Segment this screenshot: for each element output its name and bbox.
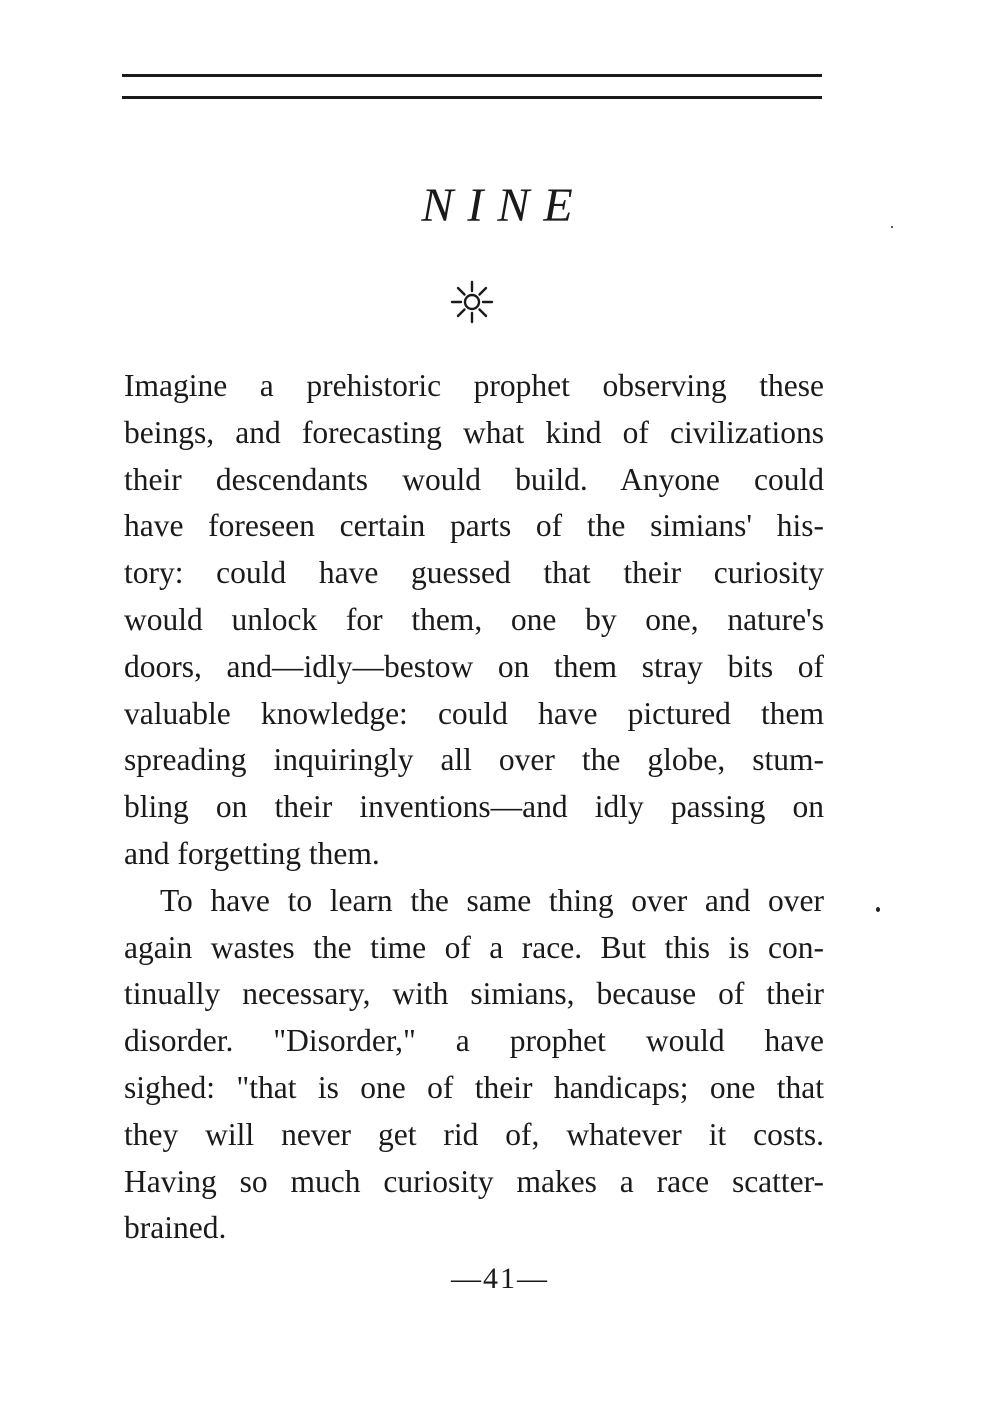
top-rule [122,74,822,77]
body-text [124,363,824,1252]
text-line: tory: could have guessed that their curiosity [124,555,824,591]
text-line: they will never get rid of, whatever it costs. [124,1116,824,1152]
page-number: —41— [451,1262,549,1295]
text-line: brained. [124,1210,227,1246]
text-line: again wastes the time of a race. But this is con- [124,929,824,965]
text-line: valuable knowledge: could have pictured them [124,695,824,731]
chapter-title: NINE [421,179,587,232]
text-line: disorder. "Disorder," a prophet would have [124,1023,824,1059]
text-line: To have to learn the same thing over and over [160,882,824,918]
text-line: their descendants would build. Anyone could [124,461,824,497]
paragraph-2 [124,878,824,1252]
sun-ornament-icon [448,278,496,326]
text-line: have foreseen certain parts of the simians' his- [124,508,824,544]
scan-speck [891,226,893,228]
text-line: Imagine a prehistoric prophet observing these [124,368,824,403]
text-line: and forgetting them. [124,835,380,871]
text-line: bling on their inventions—and idly passing on [124,789,824,825]
second-rule [122,96,822,99]
text-line: beings, and forecasting what kind of civilizations [124,414,824,450]
text-line: spreading inquiringly all over the globe, stum- [124,742,824,778]
text-line: Having so much curiosity makes a race scatter- [124,1163,824,1199]
paragraph-1 [124,363,824,878]
text-line: tinually necessary, with simians, because of their [124,976,824,1012]
scan-speck [876,907,880,912]
text-line: doors, and—idly—bestow on them stray bits of [124,648,824,684]
text-line: would unlock for them, one by one, nature's [124,601,824,637]
text-line: sighed: "that is one of their handicaps; one that [124,1069,824,1105]
